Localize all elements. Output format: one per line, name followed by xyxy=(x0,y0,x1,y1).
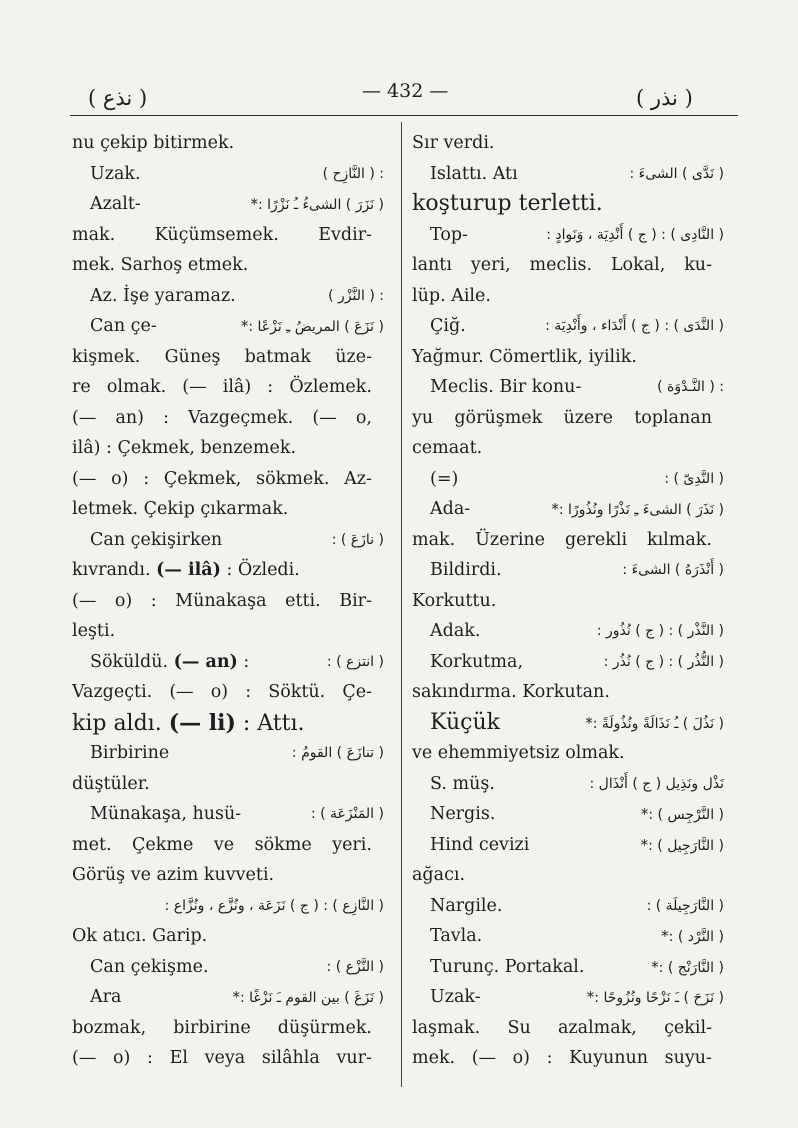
arabic-headword: ( نَذَرَ ) الشیءَ ـِ نَذْرًا ونُذُورًا :* xyxy=(551,500,724,518)
entry-line xyxy=(412,799,724,830)
entry-line xyxy=(412,525,724,556)
asterisk-marker: * xyxy=(585,713,593,732)
entry-line xyxy=(412,616,724,647)
entry-text: düştüler. xyxy=(72,773,150,794)
entry-line xyxy=(72,311,384,342)
entry-text: nu çekip bitirmek. xyxy=(72,133,235,153)
asterisk-marker: * xyxy=(661,927,669,945)
left-column xyxy=(72,128,384,1074)
entry-text: Bildirdi. xyxy=(430,560,502,580)
entry-text: Can çekişme. xyxy=(90,956,209,977)
entry-text: Hind cevizi xyxy=(430,834,530,855)
entry-text: ilâ) : Çekmek, benzemek. xyxy=(72,438,297,458)
arabic-headword: ( النَّدَى ) : ( ج ) أَنْدَاء ، وأَنْدِيَة : xyxy=(545,318,724,334)
arabic-headword: ( النَّزْع ) : xyxy=(326,958,384,975)
entry-text: Nargile. xyxy=(430,895,503,916)
entry-text: Görüş ve azim kuvveti. xyxy=(72,865,275,885)
arabic-headword: ( النَّازِع ) : ( ج ) نَزَعَة ، ونُزَّع ، ونُزَّاع : xyxy=(164,897,384,914)
entry-line xyxy=(412,159,724,190)
entry-line xyxy=(72,891,384,922)
entry-text: Korkuttu. xyxy=(412,590,497,611)
arabic-headword: ( نازَعَ ) : xyxy=(331,531,384,548)
right-column xyxy=(412,128,724,1074)
arabic-headword: ( النُّذُر ) : ( ج ) نُذُر : xyxy=(603,653,724,670)
entry-line xyxy=(412,433,724,464)
entry-line xyxy=(412,738,724,769)
arabic-headword: ( نَزَحَ ) ـَ نَزْحًا ونُزُوحًا :* xyxy=(586,988,724,1006)
entry-text: Turunç. Portakal. xyxy=(430,956,585,977)
entry-line xyxy=(72,921,384,952)
entry-text: kıvrandı. (— ilâ) : Özledi. xyxy=(72,560,300,580)
entry-line xyxy=(412,830,724,861)
entry-line xyxy=(412,220,724,251)
asterisk-marker: * xyxy=(586,988,595,1006)
entry-text: Yağmur. Cömertlik, iyilik. xyxy=(412,346,637,367)
entry-text: Sır verdi. xyxy=(412,133,495,153)
entry-line xyxy=(72,860,384,891)
entry-line xyxy=(412,1013,724,1044)
arabic-headword: ( نَدَّى ) الشیءَ : xyxy=(629,165,724,182)
entry-line xyxy=(412,494,724,525)
entry-text: Korkutma, xyxy=(430,651,524,672)
entry-text: Uzak- xyxy=(430,987,481,1007)
entry-text: bozmak, birbirine düşürmek. xyxy=(72,1017,372,1038)
arabic-headword: نَذْل ونَذِيل ( ج ) أَنْذَال : xyxy=(589,775,724,792)
entry-line xyxy=(72,433,384,464)
entry-text: mek. (— o) : Kuyunun suyu- xyxy=(412,1048,712,1068)
entry-line xyxy=(412,891,724,922)
arabic-headword: ( النَّرْجِس ) :* xyxy=(640,805,724,823)
entry-line xyxy=(72,525,384,556)
entry-line xyxy=(72,738,384,769)
arabic-headword: : ( النَّزْر ) xyxy=(328,287,384,304)
arabic-headword: ( تنازَعَ ) القومُ : xyxy=(291,745,384,761)
entry-text: Meclis. Bir konu- xyxy=(430,377,582,397)
entry-line xyxy=(72,952,384,983)
entry-text: (— an) : Vazgeçmek. (— o, xyxy=(72,407,372,428)
arabic-headword: : ( النَّـدْوَة ) xyxy=(657,379,724,395)
arabic-headword: ( النَّارَجِيلَة ) : xyxy=(646,897,724,914)
entry-text: kip aldı. (— li) : Attı. xyxy=(72,709,305,736)
entry-text: Ok atıcı. Garip. xyxy=(72,926,208,946)
entry-line xyxy=(412,586,724,617)
arabic-headword: ( النَّذْر ) : ( ج ) نُذُور : xyxy=(596,623,724,639)
entry-text: koşturup terletti. xyxy=(412,191,603,216)
entry-line xyxy=(72,220,384,251)
header-right-root: ( نذر ) xyxy=(636,86,693,110)
entry-text: kişmek. Güneş batmak üze- xyxy=(72,346,372,367)
entry-text: Uzak. xyxy=(90,163,141,184)
entry-text: Tavla. xyxy=(430,926,483,946)
asterisk-marker: * xyxy=(640,805,649,823)
entry-line xyxy=(72,403,384,434)
entry-text: Söküldü. (— an) : xyxy=(90,651,250,672)
entry-line xyxy=(72,372,384,403)
entry-text: ve ehemmiyetsiz olmak. xyxy=(412,743,625,763)
asterisk-marker: * xyxy=(240,317,249,335)
entry-text: Küçük xyxy=(430,709,500,735)
entry-line xyxy=(412,555,724,586)
entry-line xyxy=(72,189,384,220)
entry-text: mek. Sarhoş etmek. xyxy=(72,255,249,275)
arabic-headword: ( النَّرْد ) :* xyxy=(661,927,724,945)
entry-text: Islattı. Atı xyxy=(430,163,518,184)
entry-line xyxy=(412,769,724,800)
entry-text: Adak. xyxy=(430,621,481,641)
entry-line xyxy=(412,372,724,403)
entry-line xyxy=(72,281,384,312)
entry-line xyxy=(412,952,724,983)
entry-text: Az. İşe yaramaz. xyxy=(90,285,236,306)
arabic-headword: ( انتزع ) : xyxy=(326,653,384,670)
asterisk-marker: * xyxy=(640,835,649,854)
entry-line xyxy=(72,647,384,678)
entry-text: Vazgeçti. (— o) : Söktü. Çe- xyxy=(72,682,372,702)
entry-line xyxy=(72,464,384,495)
arabic-headword: ( أَنْذَرَهُ ) الشیءَ : xyxy=(622,562,724,578)
arabic-headword: ( نَزَرَ ) الشیءُ ـُ نَزْرًا :* xyxy=(250,195,384,213)
entry-line xyxy=(72,494,384,525)
entry-text: (=) xyxy=(430,468,459,489)
entry-text: (— o) : El veya silâhla vur- xyxy=(72,1048,372,1068)
entry-text: Nergis. xyxy=(430,804,496,824)
entry-line xyxy=(412,403,724,434)
asterisk-marker: * xyxy=(651,957,659,976)
asterisk-marker: * xyxy=(250,195,258,213)
column-divider xyxy=(401,122,402,1087)
entry-text: ağacı. xyxy=(412,865,466,885)
entry-text: mak. Üzerine gerekli kılmak. xyxy=(412,529,712,550)
entry-line xyxy=(412,342,724,373)
asterisk-marker: * xyxy=(232,988,240,1006)
entry-line xyxy=(72,677,384,708)
entry-line xyxy=(72,586,384,617)
entry-line xyxy=(72,555,384,586)
entry-text: Azalt- xyxy=(90,194,141,214)
entry-text: Can çe- xyxy=(90,316,157,336)
entry-line xyxy=(412,860,724,891)
entry-line xyxy=(412,189,724,220)
entry-line xyxy=(412,677,724,708)
entry-text: Birbirine xyxy=(90,743,170,763)
entry-text: Çiğ. xyxy=(430,316,466,336)
entry-text: cemaat. xyxy=(412,438,483,458)
arabic-headword: ( نَذُلَ ) ـُ نَذَالَةً ونُذُولَةً :* xyxy=(585,713,724,732)
header-left-root: ( نذع ) xyxy=(88,86,148,110)
entry-text: Top- xyxy=(430,224,468,245)
entry-line xyxy=(72,128,384,159)
entry-line xyxy=(412,982,724,1013)
entry-line xyxy=(412,708,724,739)
entry-line xyxy=(412,921,724,952)
entry-text: (— o) : Çekmek, sökmek. Az- xyxy=(72,468,372,489)
entry-text: (— o) : Münakaşa etti. Bir- xyxy=(72,590,372,611)
arabic-headword: ( نَزَعَ ) المريضُ ـِ نَزْعًا :* xyxy=(240,317,384,335)
entry-text: yu görüşmek üzere toplanan xyxy=(412,407,712,428)
entry-text: mak. Küçümsemek. Evdir- xyxy=(72,224,372,245)
entry-line xyxy=(412,311,724,342)
entry-line xyxy=(412,128,724,159)
entry-text: Münakaşa, husü- xyxy=(90,804,242,824)
entry-line xyxy=(412,281,724,312)
entry-text: leşti. xyxy=(72,621,116,641)
entry-text: Ara xyxy=(90,987,122,1007)
entry-text: met. Çekme ve sökme yeri. xyxy=(72,834,372,855)
entry-line xyxy=(72,342,384,373)
arabic-headword: ( المَنْزَعَة ) : xyxy=(310,806,384,822)
entry-line xyxy=(72,1043,384,1074)
entry-line xyxy=(72,982,384,1013)
entry-line xyxy=(72,159,384,190)
entry-line xyxy=(72,708,384,739)
entry-text: lüp. Aile. xyxy=(412,285,491,306)
entry-line xyxy=(412,647,724,678)
arabic-headword: ( النَّارَجِيل ) :* xyxy=(640,835,724,854)
header-rule xyxy=(70,115,738,116)
arabic-headword: ( النَّدِیّ ) : xyxy=(664,470,724,487)
entry-line xyxy=(72,830,384,861)
entry-line xyxy=(412,464,724,495)
entry-text: S. müş. xyxy=(430,773,495,794)
entry-text: Can çekişirken xyxy=(90,529,223,550)
arabic-headword: ( النَّارَنْج ) :* xyxy=(651,957,724,976)
entry-line xyxy=(72,769,384,800)
arabic-headword: ( النَّادِی ) : ( ج ) أَنْدِيَة ، وَنَوادٍ : xyxy=(546,226,724,243)
entry-text: Ada- xyxy=(430,499,471,519)
entry-text: laşmak. Su azalmak, çekil- xyxy=(412,1017,712,1038)
arabic-headword: ( نَزَغَ ) بين القوم ـَ نَزْغًا :* xyxy=(232,988,384,1006)
entry-text: re olmak. (— ilâ) : Özlemek. xyxy=(72,377,372,397)
entry-text: letmek. Çekip çıkarmak. xyxy=(72,499,289,519)
entry-line xyxy=(72,799,384,830)
page-number: — 432 — xyxy=(362,80,449,102)
entry-text: sakındırma. Korkutan. xyxy=(412,682,610,702)
arabic-headword: : ( النَّازِح ) xyxy=(322,165,384,182)
entry-line xyxy=(72,1013,384,1044)
entry-line xyxy=(412,250,724,281)
entry-text: lantı yeri, meclis. Lokal, ku- xyxy=(412,255,712,275)
entry-line xyxy=(72,250,384,281)
asterisk-marker: * xyxy=(551,500,559,518)
entry-line xyxy=(412,1043,724,1074)
entry-line xyxy=(72,616,384,647)
